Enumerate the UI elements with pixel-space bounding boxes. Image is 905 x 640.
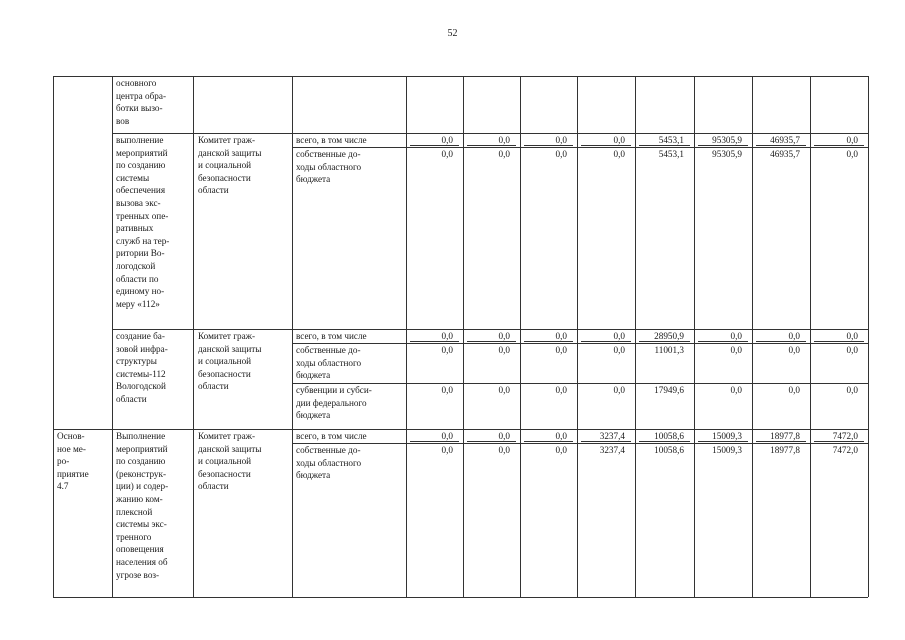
page-number: 52 [447, 28, 458, 39]
value-underline [581, 341, 631, 342]
value-cell: 15009,3 [712, 431, 742, 441]
value-cell: 0,0 [613, 149, 625, 159]
value-cell: 10058,6 [654, 445, 684, 455]
value-cell: 0,0 [846, 149, 858, 159]
value-underline [698, 341, 748, 342]
value-cell: 0,0 [441, 431, 453, 441]
value-cell: 0,0 [441, 135, 453, 145]
value-underline [814, 341, 864, 342]
value-cell: 46935,7 [770, 135, 800, 145]
table-column-divider [53, 76, 54, 597]
executor-cell: Комитет граж- данской защиты и социальной безопасности области [198, 135, 262, 196]
value-cell: 0,0 [498, 445, 510, 455]
executor-cell: Комитет граж- данской защиты и социальной безопасности области [198, 331, 262, 392]
value-cell: 0,0 [846, 345, 858, 355]
value-cell: 0,0 [498, 149, 510, 159]
value-cell: 0,0 [555, 331, 567, 341]
value-cell: 5453,1 [658, 135, 684, 145]
value-underline [814, 441, 864, 442]
value-underline [524, 441, 573, 442]
value-underline [639, 145, 690, 146]
value-cell: 0,0 [555, 385, 567, 395]
value-cell: 0,0 [730, 345, 742, 355]
value-underline [756, 145, 806, 146]
value-cell: 0,0 [613, 385, 625, 395]
value-cell: 0,0 [498, 431, 510, 441]
value-underline [581, 145, 631, 146]
value-cell: 15009,3 [712, 445, 742, 455]
value-underline [581, 441, 631, 442]
table-column-divider [112, 76, 113, 597]
value-cell: 0,0 [613, 135, 625, 145]
value-cell: 10058,6 [654, 431, 684, 441]
value-cell: 0,0 [555, 149, 567, 159]
funding-source-cell: всего, в том числе [296, 431, 367, 441]
funding-source-cell: собственные до- ходы областного бюджета [296, 345, 362, 381]
value-cell: 0,0 [788, 345, 800, 355]
measure-cell: Основ- ное ме- ро- приятие 4.7 [57, 431, 89, 492]
budget-table [53, 76, 868, 597]
value-underline [410, 145, 459, 146]
value-underline [756, 441, 806, 442]
value-cell: 0,0 [613, 331, 625, 341]
value-cell: 7472,0 [832, 431, 858, 441]
value-underline [467, 145, 516, 146]
value-cell: 18977,8 [770, 431, 800, 441]
value-cell: 18977,8 [770, 445, 800, 455]
table-column-divider [868, 76, 869, 597]
value-cell: 0,0 [441, 149, 453, 159]
value-cell: 3237,4 [599, 431, 625, 441]
value-cell: 28950,9 [654, 331, 684, 341]
value-cell: 7472,0 [832, 445, 858, 455]
value-cell: 0,0 [846, 331, 858, 341]
value-cell: 0,0 [441, 331, 453, 341]
value-cell: 0,0 [555, 431, 567, 441]
value-cell: 95305,9 [712, 149, 742, 159]
activity-cell: Выполнение мероприятий по созданию (реконструк- ции) и содер- жанию ком- плексной системы экс- тренного оповещения населения об угрозе воз- [116, 431, 169, 580]
value-cell: 0,0 [498, 385, 510, 395]
activity-cell: выполнение мероприятий по созданию системы обеспечения вызова экс- тренных опе- ративных служб на тер- ритории Во- логодской области по единому но- меру «112» [116, 135, 170, 309]
value-underline [756, 341, 806, 342]
executor-cell: Комитет граж- данской защиты и социальной безопасности области [198, 431, 262, 492]
value-underline [639, 341, 690, 342]
value-cell: 0,0 [498, 331, 510, 341]
value-underline [524, 145, 573, 146]
value-cell: 0,0 [846, 385, 858, 395]
value-cell: 5453,1 [658, 149, 684, 159]
value-underline [698, 441, 748, 442]
value-underline [410, 441, 459, 442]
value-underline [698, 145, 748, 146]
value-underline [467, 441, 516, 442]
value-cell: 0,0 [730, 331, 742, 341]
funding-source-cell: собственные до- ходы областного бюджета [296, 445, 362, 481]
value-cell: 0,0 [788, 385, 800, 395]
value-underline [814, 145, 864, 146]
value-underline [467, 341, 516, 342]
funding-source-cell: собственные до- ходы областного бюджета [296, 149, 362, 185]
value-cell: 0,0 [441, 385, 453, 395]
value-cell: 0,0 [498, 135, 510, 145]
value-cell: 0,0 [555, 445, 567, 455]
value-cell: 0,0 [788, 331, 800, 341]
value-cell: 17949,6 [654, 385, 684, 395]
value-cell: 46935,7 [770, 149, 800, 159]
value-cell: 0,0 [555, 345, 567, 355]
value-cell: 0,0 [555, 135, 567, 145]
activity-cell: основного центра обра- ботки вызо- вов [116, 78, 167, 126]
funding-source-cell: субвенции и субси- дии федерального бюджета [296, 385, 372, 421]
value-cell: 0,0 [846, 135, 858, 145]
value-underline [410, 341, 459, 342]
activity-cell: создание ба- зовой инфра- структуры системы-112 Вологодской области [116, 331, 168, 404]
value-underline [524, 341, 573, 342]
value-cell: 11001,3 [654, 345, 684, 355]
funding-source-cell: всего, в том числе [296, 135, 367, 145]
value-cell: 0,0 [498, 345, 510, 355]
value-cell: 3237,4 [599, 445, 625, 455]
value-cell: 0,0 [441, 445, 453, 455]
value-cell: 95305,9 [712, 135, 742, 145]
value-cell: 0,0 [730, 385, 742, 395]
funding-source-cell: всего, в том числе [296, 331, 367, 341]
value-underline [639, 441, 690, 442]
table-border-bottom [53, 597, 868, 598]
value-cell: 0,0 [613, 345, 625, 355]
value-cell: 0,0 [441, 345, 453, 355]
